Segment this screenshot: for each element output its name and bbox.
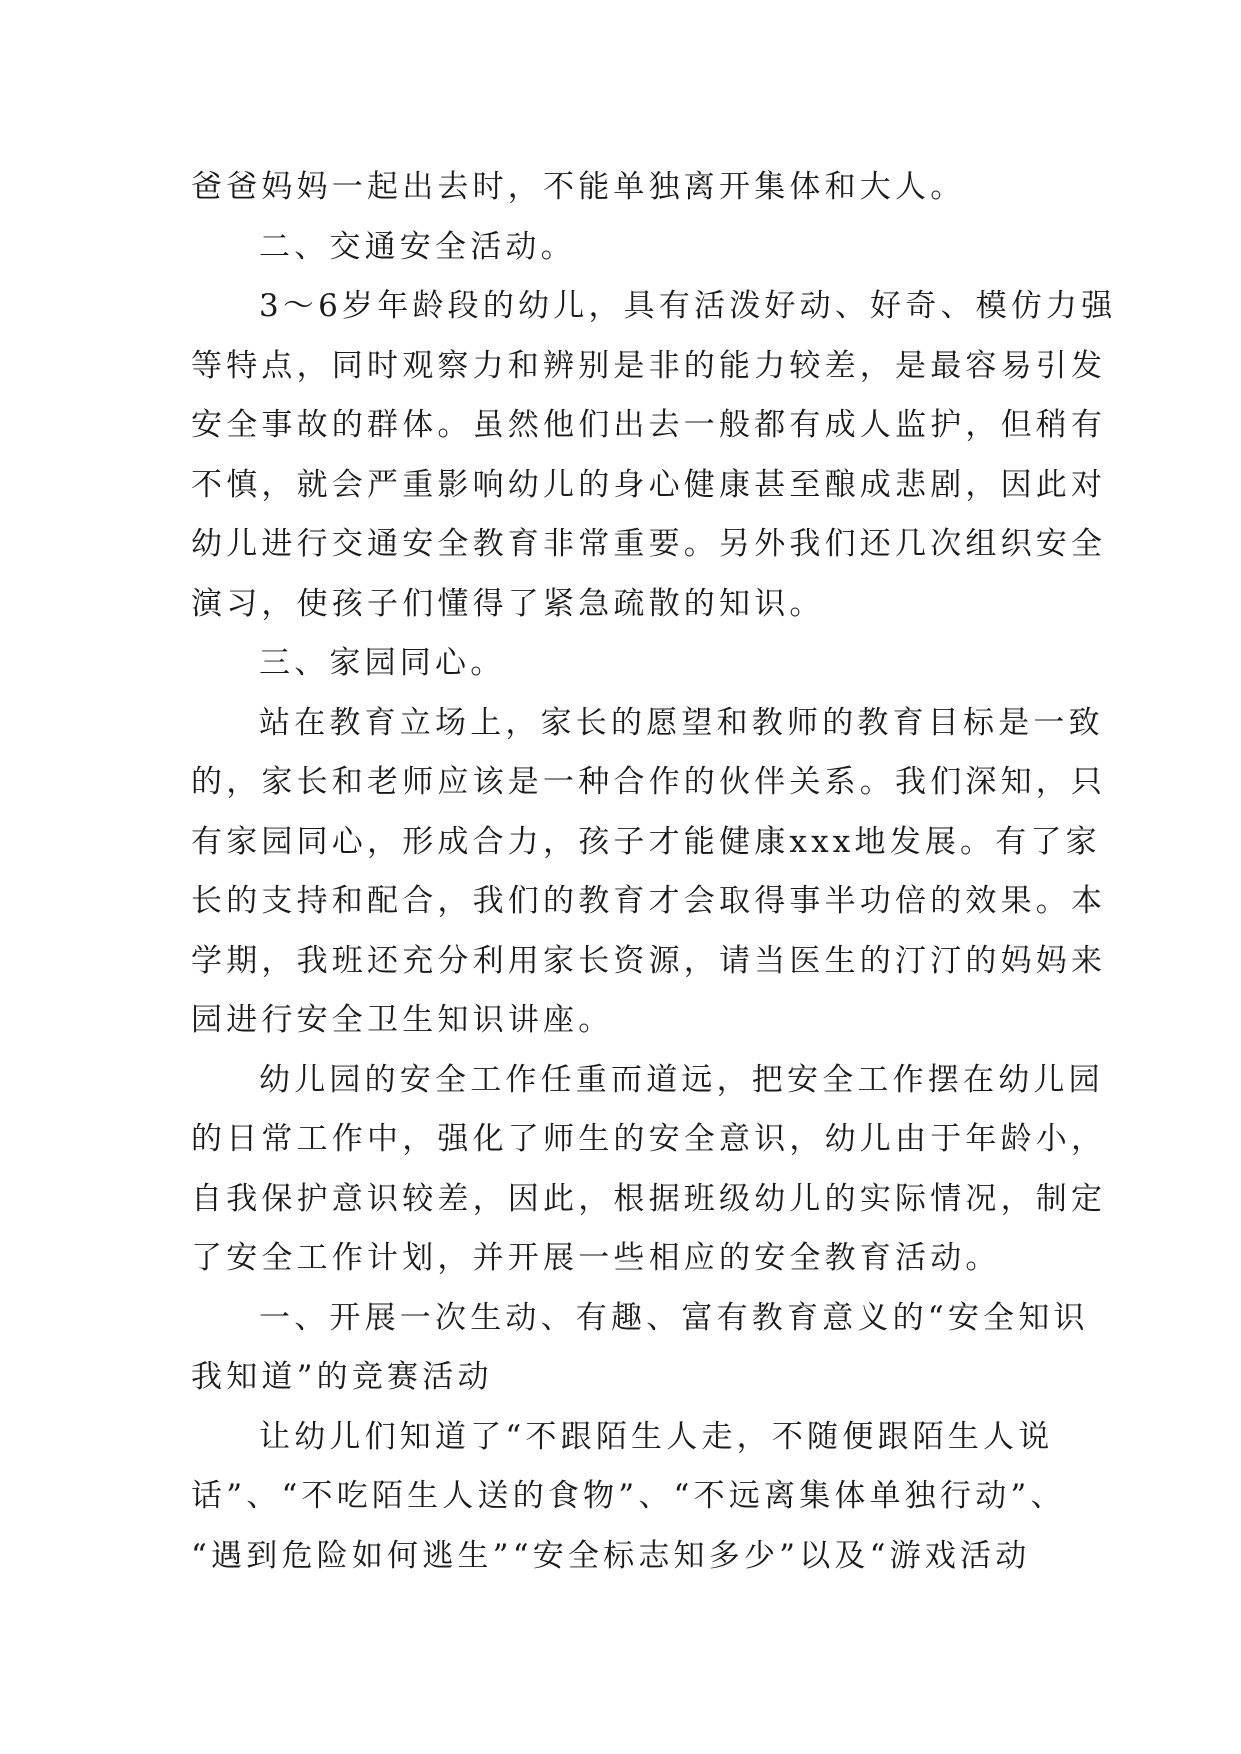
text-line: 幼儿园的安全工作任重而道远，把安全工作摆在幼儿园 [259,1061,1104,1098]
text-line: 长的支持和配合，我们的教育才会取得事半功倍的效果。本 [191,883,1107,919]
section-heading: 我知道”的竞赛活动 [191,1359,493,1395]
text-line: 等特点，同时观察力和辨别是非的能力较差，是最容易引发 [191,347,1107,384]
text-line: 有家园同心，形成合力，孩子才能健康xxx地发展。有了家 [191,823,1101,860]
text-line: 的，家长和老师应该是一种合作的伙伴关系。我们深知，只 [191,764,1107,800]
text-line: 幼儿进行交通安全教育非常重要。另外我们还几次组织安全 [191,526,1107,562]
text-line: 演习，使孩子们懂得了紧急疏散的知识。 [191,585,825,622]
text-line: 不慎，就会严重影响幼儿的身心健康甚至酿成悲剧，因此对 [191,466,1107,503]
text-line: 安全事故的群体。虽然他们出去一般都有成人监护，但稍有 [191,407,1107,443]
text-line: 站在教育立场上，家长的愿望和教师的教育目标是一致 [259,704,1104,741]
section-heading: 三、家园同心。 [259,645,506,681]
text-line: 园进行安全卫生知识讲座。 [191,1002,614,1038]
text-line: 3～6岁年龄段的幼儿，具有活泼好动、好奇、模仿力强 [259,288,1117,324]
text-line: 了安全工作计划，并开展一些相应的安全教育活动。 [191,1240,1001,1276]
text-line: 话”、“不吃陌生人送的食物”、“不远离集体单独行动”、 [191,1478,1066,1514]
section-heading: 一、开展一次生动、有趣、富有教育意义的“安全知识 [259,1299,1089,1336]
text-line: 让幼儿们知道了“不跟陌生人走，不随便跟陌生人说 [259,1418,1054,1455]
text-line: 学期，我班还充分利用家长资源，请当医生的汀汀的妈妈来 [191,942,1107,979]
text-line: 的日常工作中，强化了师生的安全意识，幼儿由于年龄小， [191,1121,1107,1157]
document-body [191,158,1117,1586]
section-heading: 二、交通安全活动。 [259,228,576,265]
text-line: “遇到危险如何逃生”“安全标志知多少”以及“游戏活动 [191,1537,1031,1574]
text-line: 自我保护意识较差，因此，根据班级幼儿的实际情况，制定 [191,1180,1107,1217]
text-line: 爸爸妈妈一起出去时，不能单独离开集体和大人。 [191,169,966,205]
